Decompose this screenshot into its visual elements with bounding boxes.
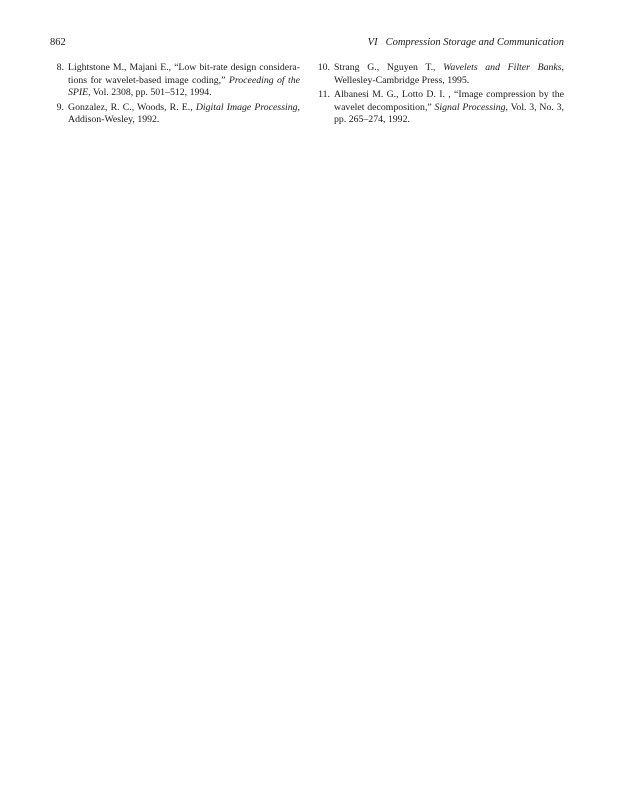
reference-source-title: Wavelets and Filter Banks [443,62,562,73]
reference-number: 10. [317,62,330,73]
reference-item-9 [50,102,300,127]
part-label: VI [367,37,378,48]
reference-source-title: Digital Image Processing, [195,101,300,113]
reference-source-title: Signal Processing [434,101,506,113]
reference-item-10 [314,62,564,87]
reference-source-title: Proceeding of the SPIE [68,74,300,99]
reference-authors-text: Lightstone M., Majani E., “Low bit-rate design considera-tions for wavelet-based image coding,” [68,62,300,86]
reference-authors-text: Strang G., Nguyen T., [334,62,444,73]
section-title: Compression Storage and Communication [385,37,564,48]
reference-list [50,62,564,129]
reference-authors-text: Gonzalez, R. C., Woods, R. E., [68,101,196,113]
reference-details: , Vol. 2308, pp. 501–512, 1994. [88,87,212,99]
reference-details: , Wellesley-Cambridge Press, 1995. [334,62,564,86]
running-head [368,37,564,48]
reference-column-right [314,62,564,129]
reference-item-8 [50,62,300,100]
reference-authors-text: Albanesi M. G., Lotto D. I. , “Image compression by the wavelet decomposition,” [334,89,564,113]
page-header [50,37,564,53]
reference-number: 9. [56,101,64,113]
reference-column-left [50,62,300,129]
page-number: 862 [50,37,66,48]
reference-number: 8. [56,62,64,73]
reference-details: , Vol. 3, No. 3, pp. 265–274, 1992. [334,101,564,126]
reference-number: 11. [318,89,330,101]
reference-details: Addison-Wesley, 1992. [68,114,160,126]
reference-item-11 [314,89,564,127]
